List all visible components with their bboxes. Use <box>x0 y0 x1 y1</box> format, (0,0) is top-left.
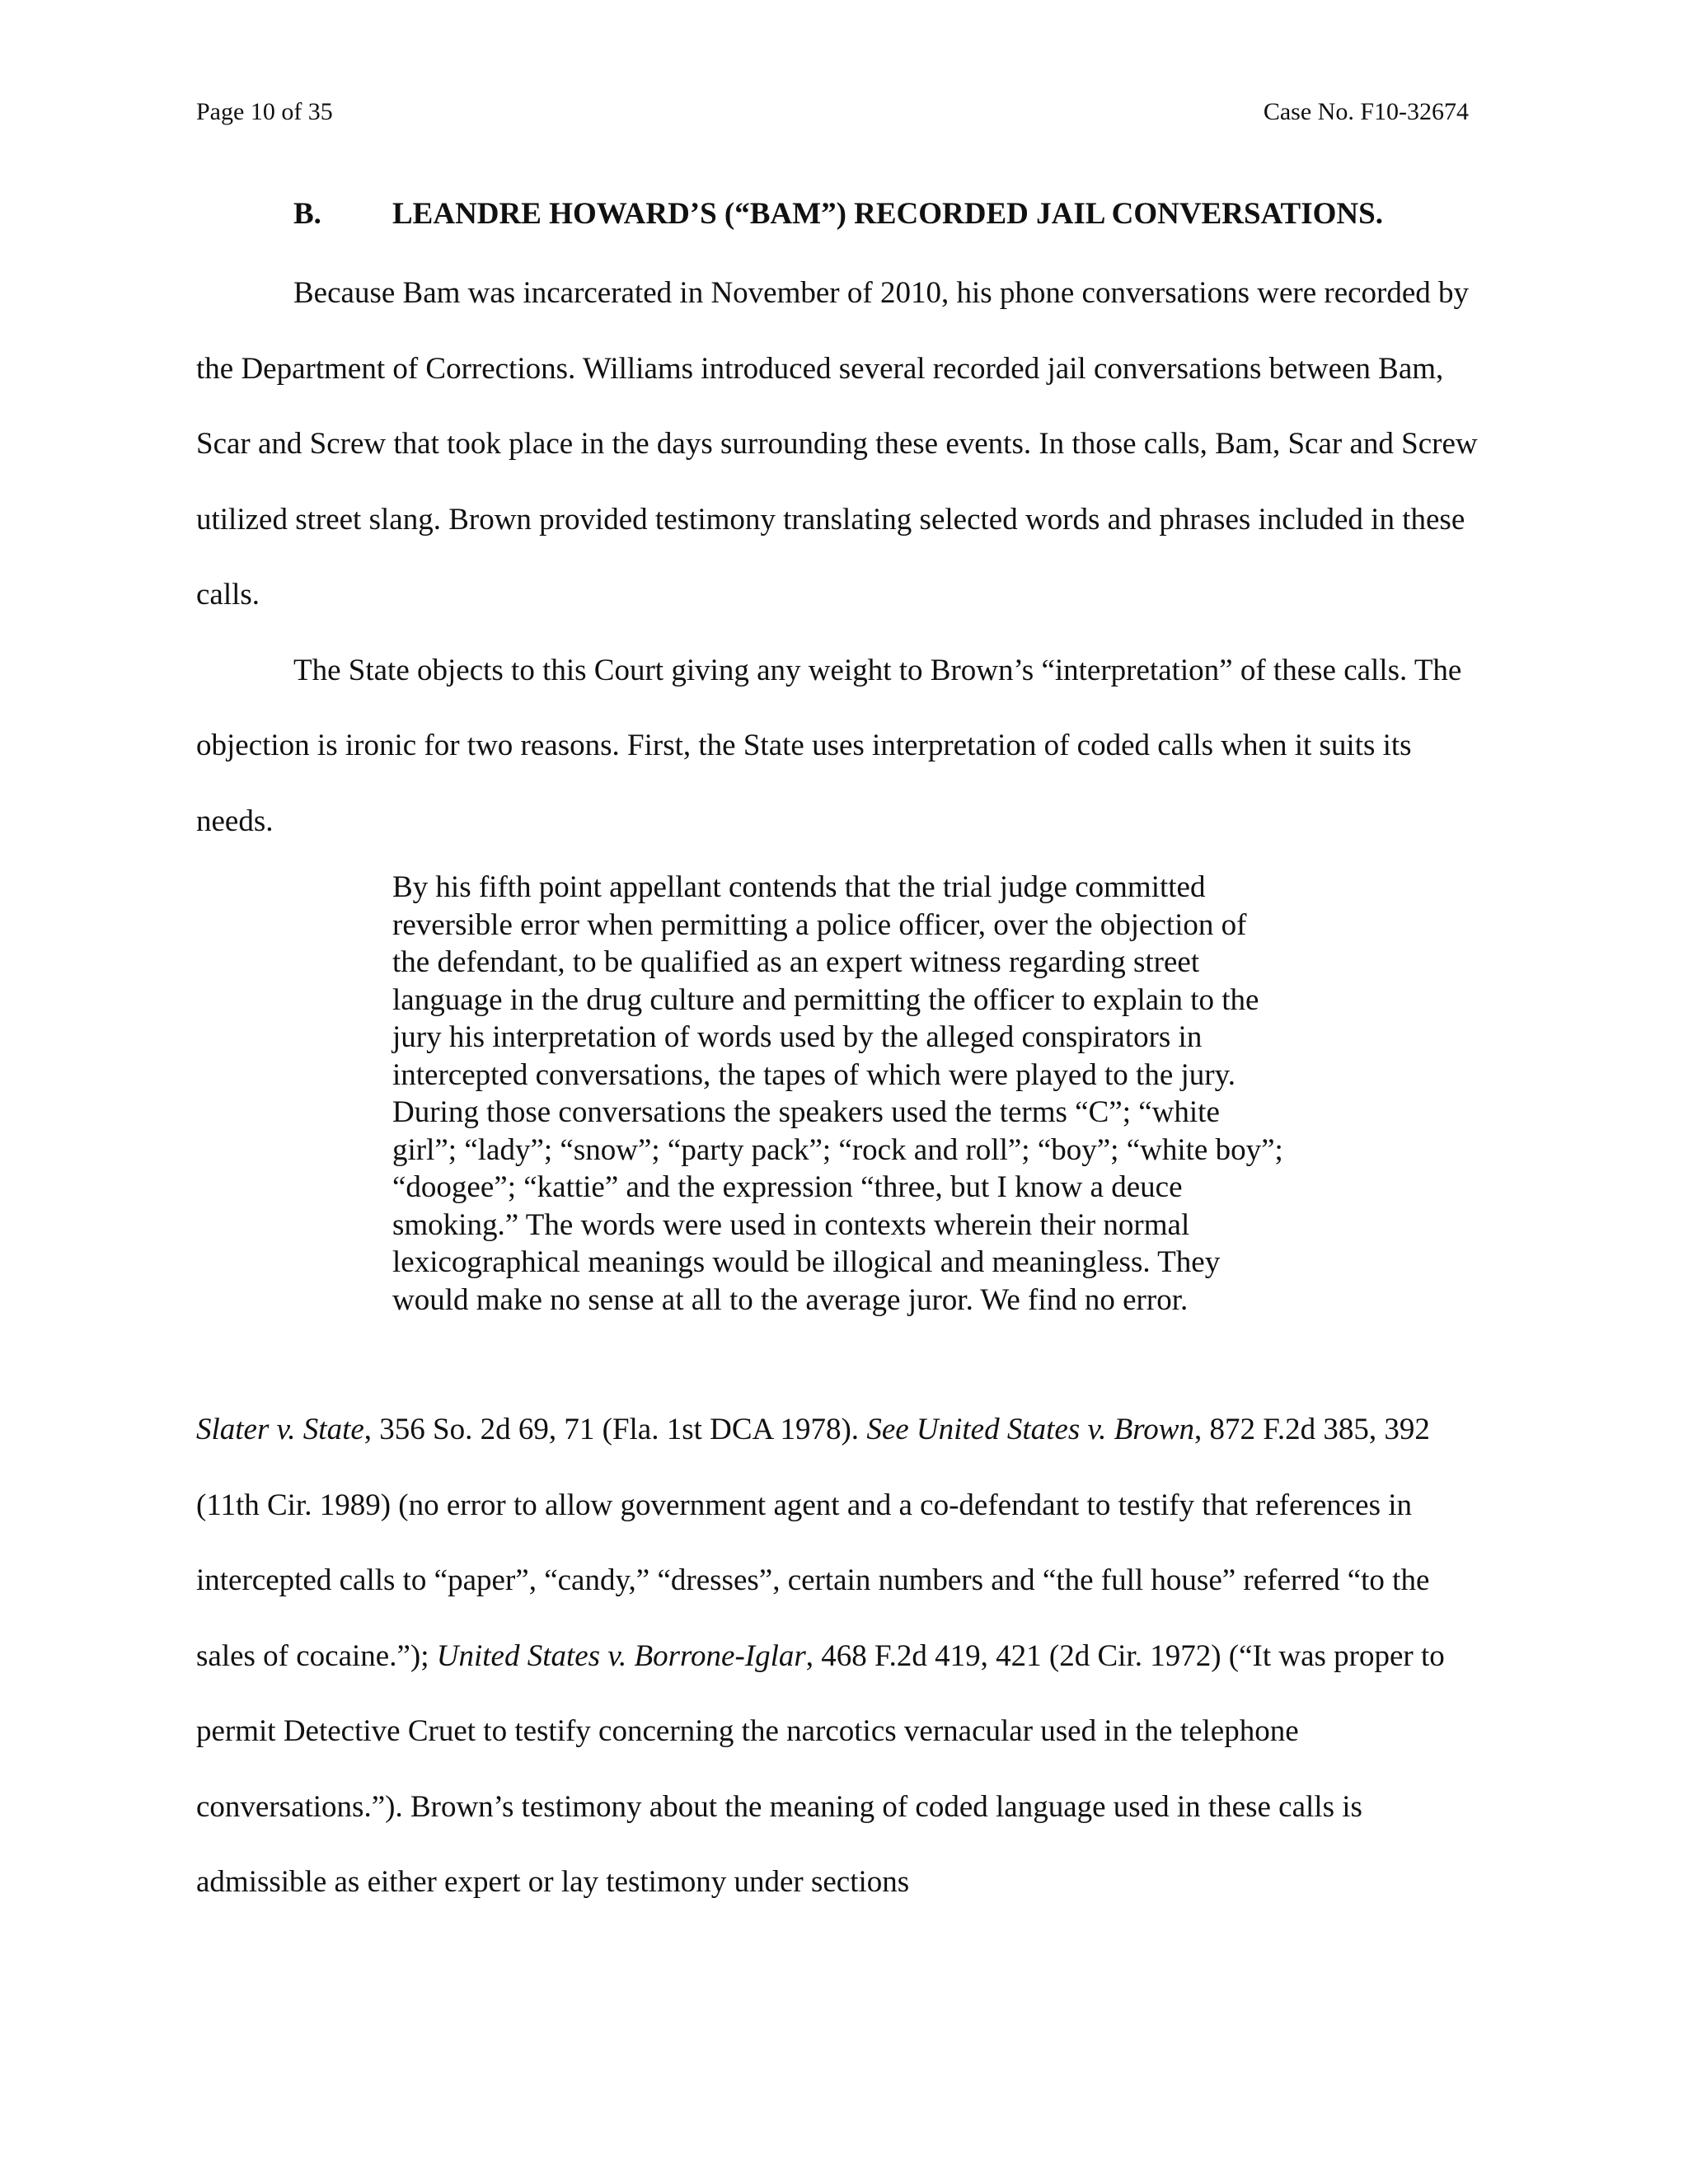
paragraph-1: Because Bam was incarcerated in November of 2010, his phone conversations were recorded by the Department of Corrections. Williams introduced several recorded jail conversations between Bam, Scar and Screw that took place in the days surrounding these events. In those calls, Bam, Scar and Screw utilized street slang. Brown provided testimony translating selected words and phrases included in these calls. <box>196 276 1478 612</box>
case-cite-borrone-iglar: , 468 F.2d 419, 421 (2d Cir. 1972) (“It was proper to permit Detective Cruet to testify concerning the narcotics vernacular used in the telephone conversations.”). Brown’s testimony about the meaning of coded language used in these calls is admissible as either expert or lay testimony under sections <box>196 1638 1445 1899</box>
case-name-brown: See United States v. Brown <box>866 1413 1194 1446</box>
case-name-borrone-iglar: United States v. Borrone-Iglar <box>436 1638 806 1673</box>
case-number: Case No. F10-32674 <box>1263 98 1469 125</box>
citation-paragraph <box>196 1392 1482 1920</box>
section-title: LEANDRE HOWARD’S (“BAM”) RECORDED JAIL CONVERSATIONS. <box>392 197 1383 231</box>
case-name-slater: Slater v. State <box>196 1413 364 1446</box>
citation-text <box>196 1392 1482 1920</box>
paragraph-2: The State objects to this Court giving any weight to Brown’s “interpretation” of these calls. The objection is ironic for two reasons. First, the State uses interpretation of coded calls when it suits its needs. <box>196 653 1462 838</box>
section-heading <box>293 194 1530 234</box>
page-number: Page 10 of 35 <box>196 98 333 125</box>
block-quote <box>392 869 1291 1319</box>
block-quote-text: By his fifth point appellant contends that the trial judge committed reversible error when permitting a police officer, over the objection of the defendant, to be qualified as an expert witness regarding street language in the drug culture and permitting the officer to explain to the jury his interpretation of words used by the alleged conspirators in intercepted conversations, the tapes of which were played to the jury. During those conversations the speakers used the terms “C”; “white girl”; “lady”; “snow”; “party pack”; “rock and roll”; “boy”; “white boy”; “doogee”; “kattie” and the expression “three, but I know a deuce smoking.” The words were used in contexts wherein their normal lexicographical meanings would be illogical and meaningless. They would make no sense at all to the average juror. We find no error. <box>392 870 1283 1317</box>
case-cite-brown: , 872 F.2d 385, 392 (11th Cir. 1989) (no error to allow government agent and a co-defendant to testify that references in intercepted calls to “paper”, “candy,” “dresses”, certain numbers and “the full house” referred “to the sales of cocaine.”); <box>196 1413 1430 1673</box>
case-cite-slater: , 356 So. 2d 69, 71 (Fla. 1st DCA 1978). <box>363 1413 867 1446</box>
section-number: B. <box>293 197 321 231</box>
body-paragraphs <box>196 255 1482 859</box>
